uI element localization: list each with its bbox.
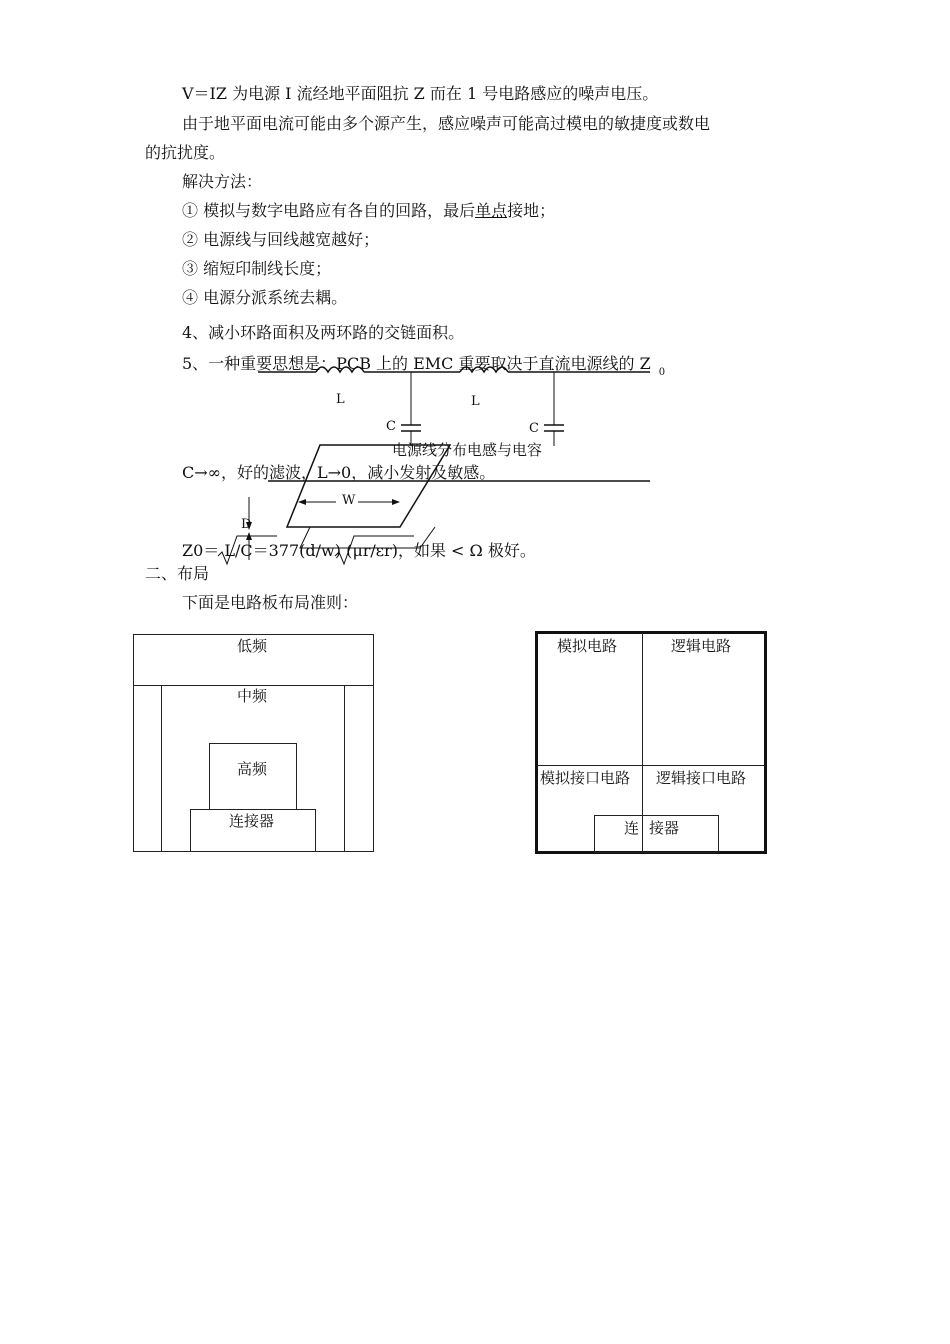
analog-circuit-label: 模拟电路 — [557, 637, 618, 655]
impedance-formula: Z0＝ L/C＝377(d/w) (μr/εr)，如果 < Ω 极好。 — [182, 541, 536, 560]
mid-frequency-label: 中频 — [237, 687, 268, 705]
paragraph-noise-voltage: V＝IZ 为电源 I 流经地平面阻抗 Z 而在 1 号电路感应的噪声电压。 — [182, 84, 659, 103]
low-frequency-label: 低频 — [237, 637, 268, 655]
connector-label-left: 连接器 — [229, 812, 275, 830]
z0-subscript: 0 — [658, 367, 666, 378]
solutions-heading: 解决方法： — [182, 172, 263, 191]
point-5-text: 5、一种重要思想是：PCB 上的 EMC 重要取决于直流电源线的 Z — [182, 354, 651, 373]
point-4: 4、减小环路面积及两环路的交链面积。 — [182, 323, 465, 342]
connector-label-right-b: 接器 — [649, 819, 680, 837]
paragraph-ground-current: 由于地平面电流可能由多个源产生，感应噪声可能高过模电的敏捷度或数电 — [182, 114, 711, 133]
w-arrow-left-icon — [298, 499, 306, 505]
connector-label-right-a: 连 — [624, 819, 640, 837]
high-frequency-label: 高频 — [237, 760, 268, 778]
interface-divider — [537, 765, 765, 766]
filter-note: C→∞，好的滤波，L→0，减小发射及敏感。 — [182, 463, 496, 482]
w-arrow-right-icon — [392, 499, 400, 505]
inductor-1-label: L — [336, 392, 345, 407]
inductor-2-label: L — [471, 394, 480, 409]
layout-intro: 下面是电路板布局准则： — [182, 593, 359, 612]
analog-interface-label: 模拟接口电路 — [540, 769, 631, 787]
capacitor-1-label: C — [386, 419, 396, 434]
paragraph-ground-current-cont: 的抗扰度。 — [145, 143, 226, 162]
solution-item-2: ② 电源线与回线越宽越好； — [182, 230, 380, 249]
solution-item-1-end: 接地； — [507, 201, 556, 220]
logic-interface-label: 逻辑接口电路 — [656, 769, 747, 787]
diagram-caption: 电源线分布电感与电容 — [392, 441, 543, 459]
section-layout-heading: 二、布局 — [145, 564, 210, 583]
distance-label: D — [241, 517, 252, 532]
solution-item-1-text: ① 模拟与数字电路应有各自的回路，最后 — [182, 201, 476, 220]
solution-item-3: ③ 缩短印制线长度； — [182, 259, 332, 278]
width-label: W — [342, 493, 356, 508]
inductor-2-icon — [460, 367, 508, 372]
solution-item-4: ④ 电源分派系统去耦。 — [182, 288, 348, 307]
capacitor-2-label: C — [529, 421, 539, 436]
single-point-underlined: 单点 — [475, 201, 508, 220]
inductor-1-icon — [316, 367, 364, 372]
logic-circuit-label: 逻辑电路 — [671, 637, 732, 655]
